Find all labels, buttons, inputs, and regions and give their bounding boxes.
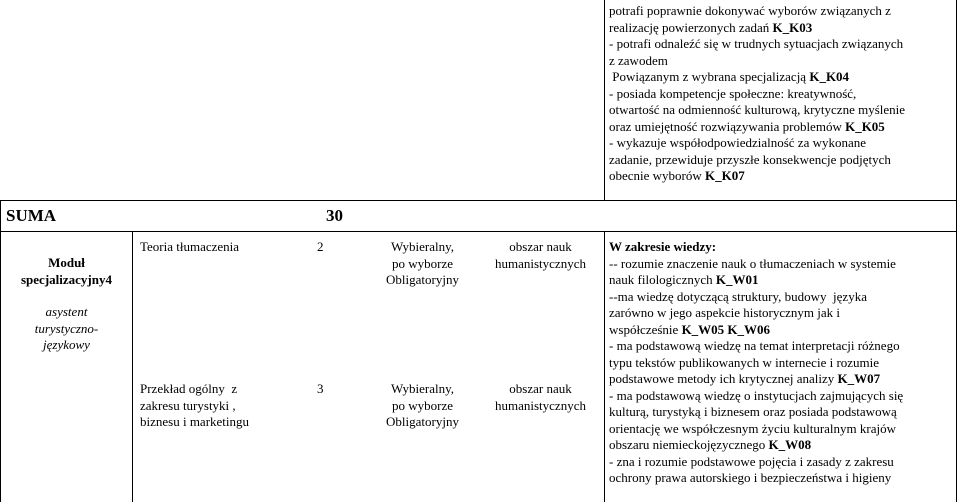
course-ects: 2 — [317, 239, 324, 254]
course-type-line: po wyborze — [391, 255, 453, 271]
competence-line: - posiada kompetencje społeczne: kreatywność, — [609, 85, 857, 101]
course-type-line: Obligatoryjny — [386, 414, 459, 429]
knowledge-line: -- rozumie znaczenie nauk o tłumaczeniach w systemie — [609, 255, 896, 271]
course-type — [370, 239, 475, 289]
course-name — [140, 239, 310, 256]
competence-line: potrafi poprawnie dokonywać wyborów związanych z — [609, 3, 891, 18]
course-type — [370, 381, 475, 431]
course-area-line: obszar nauk — [509, 239, 572, 254]
course-type-line: Wybieralny, — [391, 239, 454, 254]
module-cell — [1, 255, 132, 354]
knowledge-line: - ma podstawową wiedzę na temat interpretacji różnego — [609, 338, 900, 353]
course-area-line: humanistycznych — [495, 255, 586, 271]
right-col-border — [604, 231, 605, 502]
course-name-line: biznesu i marketingu — [140, 414, 250, 429]
suma-value: 30 — [326, 206, 343, 225]
suma-bottom-border — [0, 231, 957, 232]
knowledge-line: - zna i rozumie podstawowe pojęcia i zasady z zakresu — [609, 453, 894, 469]
competence-line: z zawodem — [609, 52, 668, 68]
module-title: Moduł — [48, 255, 85, 270]
competence-line: oraz umiejętność rozwiązywania problemów K_K05 — [609, 118, 885, 134]
suma-label: SUMA — [6, 206, 57, 225]
competence-line: - wykazuje współodpowiedzialność za wykonane — [609, 135, 867, 150]
course-name-line: Teoria tłumaczenia — [140, 239, 240, 254]
knowledge-line: kulturą, turystyką i biznesem oraz posiada podstawową — [609, 404, 897, 419]
competence-line: obecnie wyborów K_K07 — [609, 168, 745, 183]
knowledge-line: podstawowe metody ich krytycznej analizy K_W07 — [609, 371, 881, 386]
knowledge-line: - ma podstawową wiedzę o instytucjach zajmujących się — [609, 387, 904, 403]
course-area-line: humanistycznych — [495, 397, 586, 413]
knowledge-line: współcześnie K_W05 K_W06 — [609, 321, 771, 337]
course-type-line: po wyborze — [391, 397, 453, 413]
module-subtitle-3: językowy — [43, 337, 90, 352]
module-col-border — [132, 231, 133, 502]
knowledge-line: orientację we współczesnym życiu kulturalnym krajów — [609, 420, 896, 436]
competence-block — [609, 3, 957, 185]
course-name-line: zakresu turystyki , — [140, 397, 236, 413]
suma-top-border — [0, 200, 957, 201]
module-subtitle: asystent — [45, 304, 88, 319]
module-subtitle-2: turystyczno- — [34, 320, 99, 336]
knowledge-line: nauk filologicznych K_W01 — [609, 272, 759, 287]
competence-line: otwartość na odmienność kulturową, krytyczne myślenie — [609, 102, 906, 117]
knowledge-heading: W zakresie wiedzy: — [609, 239, 717, 254]
competence-line: Powiązanym z wybrana specjalizacją K_K04 — [609, 69, 850, 84]
course-type-line: Wybieralny, — [391, 381, 454, 396]
module-title-2: specjalizacyjny4 — [21, 271, 112, 287]
knowledge-line: zarówno w jego aspekcie historycznym jak i — [609, 305, 841, 320]
course-name-line: Przekład ogólny z — [140, 381, 238, 396]
course-area — [478, 239, 603, 272]
course-area — [478, 381, 603, 414]
top-left-border — [604, 0, 605, 200]
competence-line: - potrafi odnaleźć się w trudnych sytuacjach związanych — [609, 36, 904, 51]
course-ects: 3 — [317, 381, 324, 396]
knowledge-line: typu tekstów publikowanych w internecie i rozumie — [609, 354, 880, 370]
knowledge-block — [609, 239, 957, 487]
knowledge-line: ochrony prawa autorskiego i bezpieczeństwa i higieny — [609, 470, 892, 485]
course-name — [140, 381, 310, 431]
course-type-line: Obligatoryjny — [386, 272, 459, 287]
knowledge-line: --ma wiedzę dotyczącą struktury, budowy języka — [609, 288, 867, 304]
knowledge-line: obszaru niemieckojęzycznego K_W08 — [609, 437, 812, 452]
competence-line: zadanie, przewiduje przyszłe konsekwencje podjętych — [609, 151, 891, 167]
course-area-line: obszar nauk — [509, 381, 572, 396]
competence-line: realizację powierzonych zadań K_K03 — [609, 19, 813, 35]
